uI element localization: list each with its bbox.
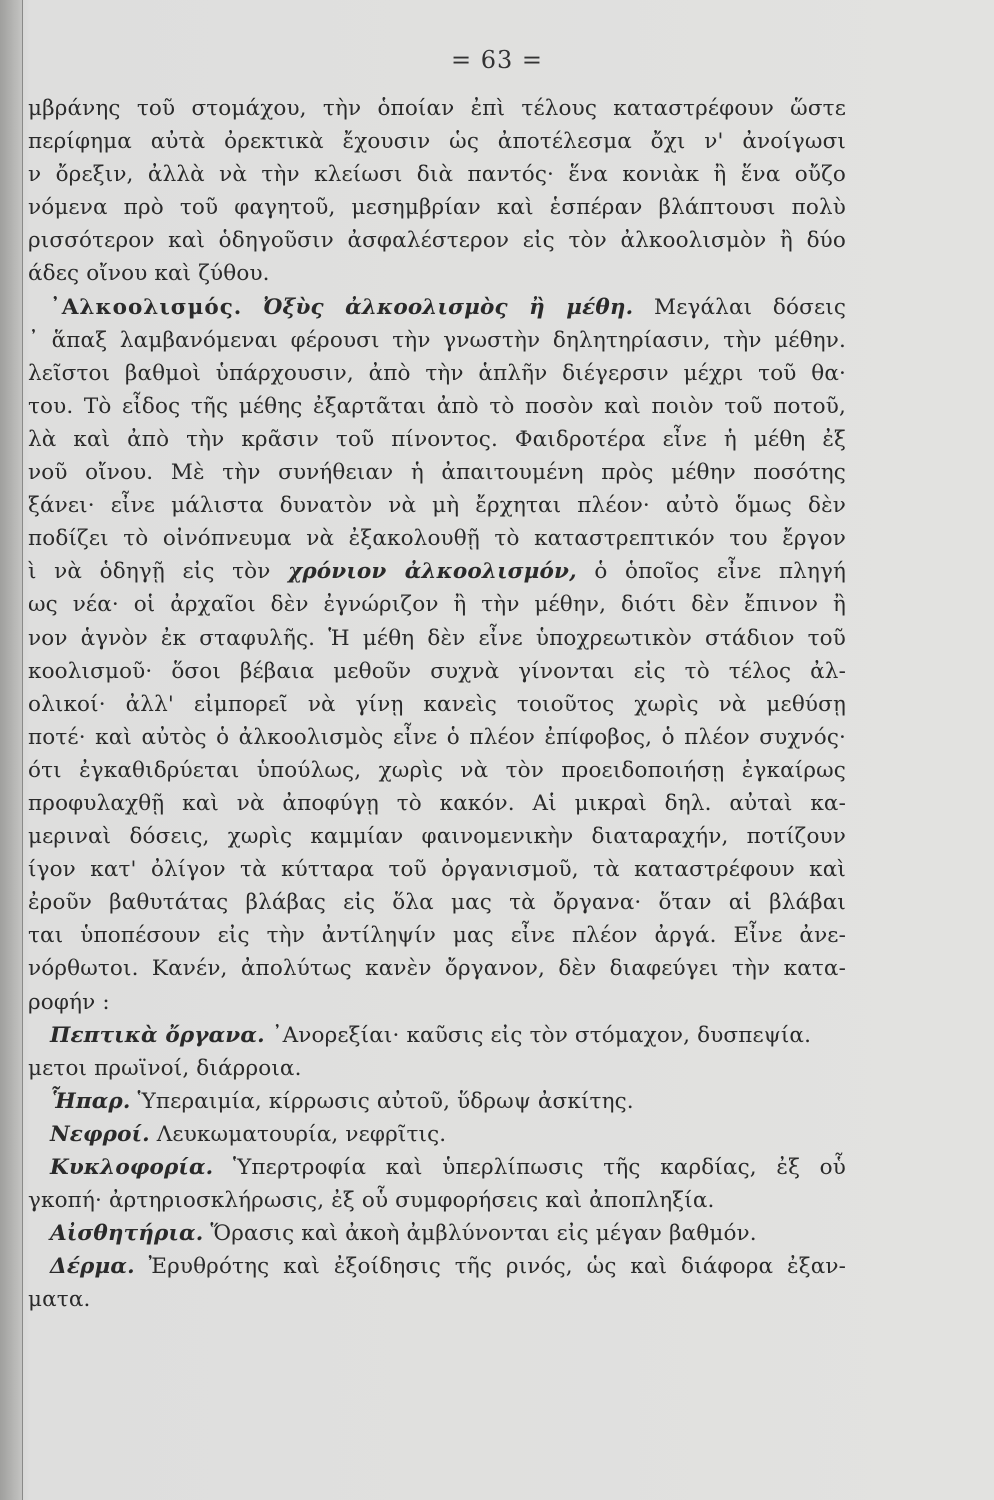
text-line: νόμενα πρὸ τοῦ φαγητοῦ, μεσημβρίαν καὶ ἑσπέραν βλάπτουσι πολὺ xyxy=(28,195,846,221)
text-line: ρισσότερον καὶ ὁδηγοῦσιν ἀσφαλέστερον εἰς τὸν ἀλκοολισμὸν ἢ δύο xyxy=(28,228,846,254)
text-line: λεῖστοι βαθμοὶ ὑπάρχουσιν, ἀπὸ τὴν ἁπλῆν διέγερσιν μέχρι τοῦ θα· xyxy=(28,360,846,386)
text-line: ποτέ· καὶ αὐτὸς ὁ ἀλκοολισμὸς εἶνε ὁ πλέον ἐπίφοβος, ὁ πλέον συχνός· xyxy=(28,724,846,750)
organ-name: Ἧπαρ. xyxy=(50,1088,131,1114)
text-span: ὶ νὰ ὁδηγῇ εἰς τὸν xyxy=(28,559,271,585)
text-line: νον ἁγνὸν ἐκ σταφυλῆς. Ἡ μέθη δὲν εἶνε ὑποχρεωτικὸν στάδιον τοῦ xyxy=(28,625,846,651)
organ-entry xyxy=(28,1217,846,1250)
text-line: του. Τὸ εἶδος τῆς μέθης ἐξαρτᾶται ἀπὸ τὸ ποσὸν καὶ ποιὸν τοῦ ποτοῦ, xyxy=(28,393,846,419)
organ-entry xyxy=(28,1085,846,1118)
text-line: προφυλαχθῇ καὶ νὰ ἀποφύγῃ τὸ κακόν. Αἱ μικραὶ δηλ. αὐταὶ κα- xyxy=(28,790,846,816)
text-line: ᾿ ἅπαξ λαμβανόμεναι φέρουσι τὴν γνωστὴν δηλητηρίασιν, τὴν μέθην. xyxy=(28,327,846,353)
text-line: μεριναὶ δόσεις, χωρὶς καμμίαν φαινομενικὴν διαταραχήν, ποτίζουν xyxy=(28,824,846,850)
text-line: κοολισμοῦ· ὅσοι βέβαια μεθοῦν συχνὰ γίνονται εἰς τὸ τέλος ἀλ- xyxy=(28,658,846,684)
organ-text: Λευκωματουρία, νεφρῖτις. xyxy=(156,1121,447,1147)
organ-name: Αἰσθητήρια. xyxy=(50,1221,204,1247)
emphasis-term: χρόνιον ἀλκοολισμόν, xyxy=(288,559,577,585)
organ-name: Νεφροί. xyxy=(50,1121,150,1147)
organ-text: Ἐρυθρότης καὶ ἐξοίδησις τῆς ρινός, ὡς καὶ διάφορα ἐξαν- xyxy=(148,1254,846,1280)
organ-name: Κυκλοφορία. xyxy=(50,1155,214,1180)
page-body xyxy=(28,92,846,1316)
text-line: άδες οἴνου καὶ ζύθου. xyxy=(28,261,270,287)
text-line: λὰ καὶ ἀπὸ τὴν κρᾶσιν τοῦ πίνοντος. Φαιδροτέρα εἶνε ἡ μέθη ἐξ xyxy=(28,426,846,452)
text-line: νοῦ οἴνου. Μὲ τὴν συνήθειαν ἡ ἀπαιτουμένη πρὸς μέθην ποσότης xyxy=(28,460,846,486)
organ-entry xyxy=(28,1019,846,1052)
organ-text: Ὑπεραιμία, κίρρωσις αὐτοῦ, ὕδρωψ ἀσκίτης. xyxy=(137,1088,634,1114)
organ-entry xyxy=(28,1118,846,1151)
organ-text: ᾿Ανορεξίαι· καῦσις εἰς τὸν στόμαχον, δυσπεψία. xyxy=(271,1022,812,1048)
book-gutter xyxy=(0,0,23,1500)
organ-name: Πεπτικὰ ὄργανα. xyxy=(50,1022,265,1048)
organ-continuation: ματα. xyxy=(28,1287,91,1313)
text-line: ως νέα· οἱ ἀρχαῖοι δὲν ἐγνώριζον ἢ τὴν μέθην, διότι δὲν ἔπινον ἢ xyxy=(28,592,846,618)
organ-entry xyxy=(28,1250,846,1283)
text-line: ολικοί· ἀλλ' εἰμπορεῖ νὰ γίνῃ κανεὶς τοιοῦτος χωρὶς νὰ μεθύσῃ xyxy=(28,691,846,717)
text-line: μβράνης τοῦ στομάχου, τὴν ὁποίαν ἐπὶ τέλους καταστρέφουν ὥστε xyxy=(28,96,846,121)
organ-continuation: μετοι πρωϊνοί, διάρροια. xyxy=(28,1055,302,1081)
organ-entry xyxy=(28,1151,846,1184)
text-line: περίφημα αὐτὰ ὀρεκτικὰ ἔχουσιν ὡς ἀποτέλεσμα ὄχι ν' ἀνοίγωσι xyxy=(28,129,846,155)
text-line: ν ὄρεξιν, ἀλλὰ νὰ τὴν κλείωσι διὰ παντός· ἕνα κονιὰκ ἢ ἕνα οὔζο xyxy=(28,162,846,188)
text-line xyxy=(28,555,846,588)
section-subtitle: Ὀξὺς ἀλκοολισμὸς ἢ μέθη. xyxy=(263,294,634,320)
text-span: Μεγάλαι δόσεις xyxy=(654,294,846,320)
organ-continuation: γκοπή· ἀρτηριοσκλήρωσις, ἐξ οὗ συμφορήσεις καὶ ἀποπληξία. xyxy=(28,1188,715,1214)
organ-text: Ὅρασις καὶ ἀκοὴ ἀμβλύνονται εἰς μέγαν βαθμόν. xyxy=(210,1221,757,1247)
section-title: ᾿Αλκοολισμός. xyxy=(50,294,243,320)
organ-name: Δέρμα. xyxy=(50,1254,135,1280)
text-line: ποδίζει τὸ οἰνόπνευμα νὰ ἐξακολουθῇ τὸ καταστρεπτικόν του ἔργον xyxy=(28,526,846,552)
section-heading-line xyxy=(28,291,846,324)
text-line: ἐροῦν βαθυτάτας βλάβας εἰς ὅλα μας τὰ ὄργανα· ὅταν αἱ βλάβαι xyxy=(28,890,846,916)
text-line: ροφήν : xyxy=(28,989,110,1015)
organ-text: Ὑπερτροφία καὶ ὑπερλίπωσις τῆς καρδίας, ἐξ οὗ xyxy=(232,1155,846,1180)
text-line: ξάνει· εἶνε μάλιστα δυνατὸν νὰ μὴ ἔρχηται πλέον· αὐτὸ ὅμως δὲν xyxy=(28,493,846,519)
text-line: ότι ἐγκαθιδρύεται ὑπούλως, χωρὶς νὰ τὸν προειδοποιήσῃ ἐγκαίρως xyxy=(28,757,846,783)
text-line: ίγον κατ' ὀλίγον τὰ κύτταρα τοῦ ὀργανισμοῦ, τὰ καταστρέφουν καὶ xyxy=(28,857,846,883)
text-span: ὁ ὁποῖος εἶνε πληγή xyxy=(594,559,846,585)
text-line: ται ὑποπέσουν εἰς τὴν ἀντίληψίν μας εἶνε πλέον ἀργά. Εἶνε ἀνε- xyxy=(28,923,846,949)
text-line: νόρθωτοι. Κανέν, ἀπολύτως κανὲν ὄργανον, δὲν διαφεύγει τὴν κατα- xyxy=(28,956,846,982)
page-number: = 63 = xyxy=(450,46,543,74)
